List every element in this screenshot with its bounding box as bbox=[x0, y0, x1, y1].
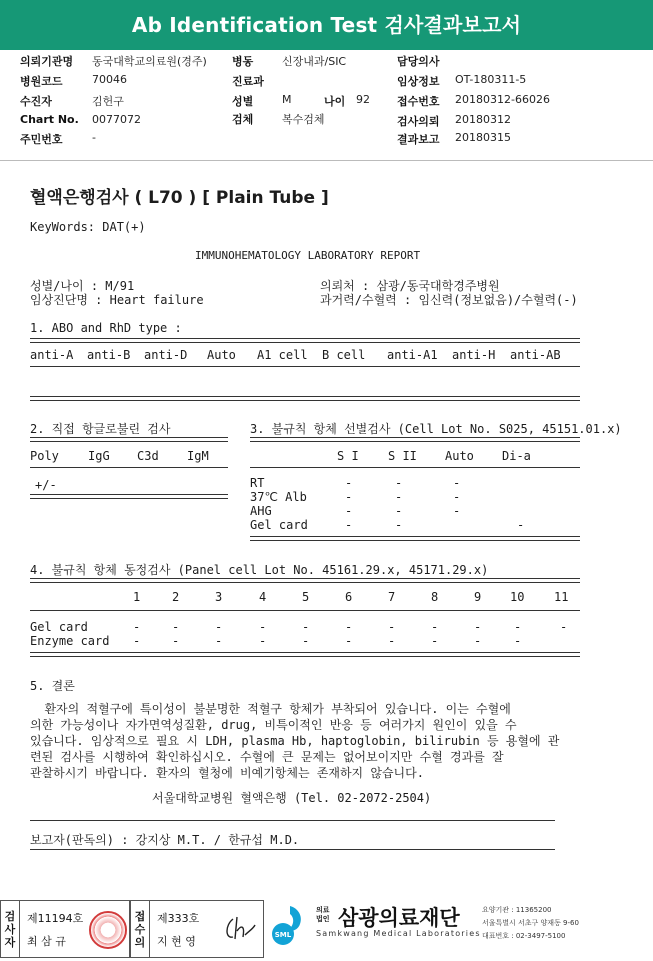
request-date-label: 검사의뢰 bbox=[397, 115, 440, 128]
reporter-line: 보고자(판독의) : 강지상 M.T. / 한규섭 M.D. bbox=[30, 833, 300, 847]
conclusion-paragraph: 환자의 적혈구에 특이성이 불분명한 적혈구 항체가 부착되어 있습니다. 이는 수혈에 의한 가능성이나 자가면역성질환, drug, 비특이적인 반응 등 여러가지 원인이 있을 수 있습니다. 임상적으로 필요 시 LDH, plasma Hb, haptoglobin, bilirubin 등 용혈에 관 련된 검사를 시행하여 확인하십시오. 수혈에 큰 문제는 없어보이지만 수혈 경과를 잘 관찰하시기 바랍니다. 환자의 혈청에 비예기항체는 존재하지 않습니다. bbox=[30, 702, 560, 780]
org-name-en: Samkwang Medical Laboratories bbox=[316, 929, 481, 938]
panel-cell: - bbox=[133, 634, 141, 648]
panel-cell: - bbox=[215, 634, 223, 648]
contact-line: 대표번호 : 02-3497-5100 bbox=[482, 932, 566, 940]
panel-cell: - bbox=[259, 620, 267, 634]
contact-line: 서울특별시 서초구 양재동 9-60 bbox=[482, 919, 579, 927]
age-value: 92 bbox=[356, 93, 370, 106]
section1-title: 1. ABO and RhD type : bbox=[30, 321, 182, 335]
section1-underline bbox=[30, 366, 580, 367]
history-line: 과거력/수혈력 : 임신력(정보없음)/수혈력(-) bbox=[320, 293, 578, 307]
abo-col-anti-a: anti-A bbox=[30, 348, 74, 362]
hospital-code-label: 병원코드 bbox=[20, 75, 63, 88]
contact-info bbox=[482, 904, 579, 943]
panel-col: 9 bbox=[474, 590, 482, 604]
section4-rule bbox=[30, 578, 580, 583]
panel-cell: - bbox=[259, 634, 267, 648]
panel-cell: - bbox=[133, 620, 141, 634]
facility-label: 의뢰기관명 bbox=[20, 55, 74, 68]
inspector-name: 최 삼 규 bbox=[27, 935, 66, 948]
screen-cell: - bbox=[395, 518, 403, 532]
receiver-license-no: 제333호 bbox=[157, 912, 200, 925]
section3-bottom-rule bbox=[250, 536, 580, 541]
panel-cell: - bbox=[172, 634, 180, 648]
keywords: KeyWords: DAT(+) bbox=[30, 220, 146, 234]
panel-cell: - bbox=[388, 620, 396, 634]
screen-cell: - bbox=[395, 490, 403, 504]
abo-col-anti-a1: anti-A1 bbox=[387, 348, 438, 362]
inspector-label bbox=[1, 901, 20, 957]
section2-title: 2. 직접 항글로불린 검사 bbox=[30, 422, 171, 436]
clinical-info-value: OT-180311-5 bbox=[455, 73, 527, 86]
screen-col-s1: S I bbox=[337, 449, 359, 463]
receipt-no-label: 접수번호 bbox=[397, 95, 440, 108]
panel-cell: - bbox=[172, 620, 180, 634]
receiver-box bbox=[130, 900, 264, 958]
section3-title: 3. 불규칙 항체 선별검사 (Cell Lot No. S025, 45151.01.x) bbox=[250, 422, 622, 436]
panel-col: 10 bbox=[510, 590, 525, 604]
sex-value: M bbox=[282, 93, 292, 106]
section1-bottom-rule bbox=[30, 396, 580, 401]
section4-bottom-rule bbox=[30, 652, 580, 657]
report-footer bbox=[0, 898, 653, 961]
panel-col: 11 bbox=[554, 590, 569, 604]
diagnosis-line: 임상진단명 : Heart failure bbox=[30, 293, 204, 307]
lab-report-title: IMMUNOHEMATOLOGY LABORATORY REPORT bbox=[195, 249, 421, 262]
referrer-line: 의뢰처 : 삼광/동국대학경주병원 bbox=[320, 279, 500, 293]
panel-col: 2 bbox=[172, 590, 180, 604]
screen-row-name: AHG bbox=[250, 504, 272, 518]
inspector-box bbox=[0, 900, 130, 958]
screen-cell: - bbox=[345, 518, 353, 532]
contact-line: 요양기관 : 11365200 bbox=[482, 906, 552, 914]
screen-row-name: RT bbox=[250, 476, 265, 490]
section5-title: 5. 결론 bbox=[30, 679, 75, 693]
report-title: 혈액은행검사 ( L70 ) [ Plain Tube ] bbox=[30, 188, 329, 208]
label-char: 의 bbox=[134, 935, 146, 949]
signature-bottom-rule bbox=[30, 849, 555, 850]
specimen-label: 검체 bbox=[232, 113, 254, 126]
report-date-label: 결과보고 bbox=[397, 133, 440, 146]
screen-cell: - bbox=[345, 490, 353, 504]
screen-col-auto: Auto bbox=[445, 449, 474, 463]
sex-label: 성별 bbox=[232, 95, 254, 108]
panel-col: 3 bbox=[215, 590, 223, 604]
dat-col-igm: IgM bbox=[187, 449, 209, 463]
screen-cell: - bbox=[453, 504, 461, 518]
panel-col: 8 bbox=[431, 590, 439, 604]
sex-age-line: 성별/나이 : M/91 bbox=[30, 279, 135, 293]
org-name-kr: 삼광의료재단 bbox=[338, 906, 460, 930]
report-banner-title: Ab Identification Test 검사결과보고서 bbox=[0, 0, 653, 50]
dat-col-poly: Poly bbox=[30, 449, 59, 463]
signature-icon bbox=[223, 913, 257, 945]
label-char: 접 bbox=[134, 909, 146, 923]
resident-no-value: - bbox=[92, 131, 96, 144]
header-divider bbox=[0, 160, 653, 161]
inspector-license-no: 제11194호 bbox=[27, 912, 84, 925]
section1-rule bbox=[30, 338, 580, 343]
logo-text: SML bbox=[274, 931, 292, 939]
panel-cell: - bbox=[302, 634, 310, 648]
screen-cell: - bbox=[395, 504, 403, 518]
panel-cell: - bbox=[474, 620, 482, 634]
section4-underline bbox=[30, 610, 580, 611]
section3-underline bbox=[250, 467, 580, 468]
panel-cell: - bbox=[345, 620, 353, 634]
resident-no-label: 주민번호 bbox=[20, 133, 63, 146]
abo-col-a1-cell: A1 cell bbox=[257, 348, 308, 362]
label-char: 검 bbox=[4, 909, 16, 923]
panel-col: 5 bbox=[302, 590, 310, 604]
dat-poly-value: +/- bbox=[35, 478, 57, 492]
panel-cell: - bbox=[302, 620, 310, 634]
patient-label: 수진자 bbox=[20, 95, 52, 108]
section2-bottom-rule bbox=[30, 494, 228, 499]
patient-value: 김헌구 bbox=[92, 95, 124, 108]
logo-prefix-line: 의료 bbox=[316, 906, 330, 914]
blood-bank-line: 서울대학교병원 혈액은행 (Tel. 02-2072-2504) bbox=[152, 791, 432, 805]
sml-logo-icon bbox=[270, 904, 304, 946]
panel-cell: - bbox=[514, 634, 522, 648]
logo-prefix-line: 법인 bbox=[316, 915, 330, 923]
abo-col-auto: Auto bbox=[207, 348, 236, 362]
panel-cell: - bbox=[514, 620, 522, 634]
specimen-value: 복수검체 bbox=[282, 113, 325, 126]
section3-rule bbox=[250, 437, 580, 442]
abo-col-anti-ab: anti-AB bbox=[510, 348, 561, 362]
panel-cell: - bbox=[215, 620, 223, 634]
screen-cell: - bbox=[395, 476, 403, 490]
panel-cell: - bbox=[560, 620, 568, 634]
receipt-no-value: 20180312-66026 bbox=[455, 93, 550, 106]
section2-underline bbox=[30, 467, 228, 468]
abo-col-b-cell: B cell bbox=[322, 348, 366, 362]
abo-col-anti-b: anti-B bbox=[87, 348, 131, 362]
label-char: 수 bbox=[134, 922, 146, 936]
panel-cell: - bbox=[431, 620, 439, 634]
screen-row-name: Gel card bbox=[250, 518, 308, 532]
screen-cell: - bbox=[345, 504, 353, 518]
panel-cell: - bbox=[345, 634, 353, 648]
panel-cell: - bbox=[474, 634, 482, 648]
chart-no-value: 0077072 bbox=[92, 113, 141, 126]
label-char: 자 bbox=[4, 935, 16, 949]
seal-stamp-icon bbox=[89, 911, 127, 949]
section2-rule bbox=[30, 437, 228, 442]
age-label: 나이 bbox=[324, 95, 346, 108]
chart-no-label: Chart No. bbox=[20, 113, 79, 126]
logo-prefix bbox=[316, 906, 334, 924]
signature-top-rule bbox=[30, 820, 555, 821]
receiver-name: 지 현 영 bbox=[157, 935, 196, 948]
clinical-info-label: 임상정보 bbox=[397, 75, 440, 88]
screen-col-s2: S II bbox=[388, 449, 417, 463]
abo-col-anti-h: anti-H bbox=[452, 348, 496, 362]
ward-label: 병동 bbox=[232, 55, 254, 68]
doctor-label: 담당의사 bbox=[397, 55, 440, 68]
screen-col-dia: Di-a bbox=[502, 449, 531, 463]
panel-row-name: Enzyme card bbox=[30, 634, 110, 648]
screen-row-name: 37℃ Alb bbox=[250, 490, 307, 504]
department-label: 진료과 bbox=[232, 75, 264, 88]
screen-cell: - bbox=[453, 476, 461, 490]
panel-cell: - bbox=[388, 634, 396, 648]
panel-cell: - bbox=[431, 634, 439, 648]
screen-cell: - bbox=[517, 518, 525, 532]
request-date-value: 20180312 bbox=[455, 113, 511, 126]
patient-info-header bbox=[0, 50, 653, 160]
panel-col: 4 bbox=[259, 590, 267, 604]
receiver-label bbox=[131, 901, 150, 957]
label-char: 사 bbox=[4, 922, 16, 936]
report-date-value: 20180315 bbox=[455, 131, 511, 144]
dat-col-c3d: C3d bbox=[137, 449, 159, 463]
facility-value: 동국대학교의료원(경주) bbox=[92, 55, 207, 68]
scanned-report bbox=[0, 165, 653, 885]
ward-value: 신장내과/SIC bbox=[282, 55, 347, 68]
screen-cell: - bbox=[345, 476, 353, 490]
hospital-code-value: 70046 bbox=[92, 73, 127, 86]
panel-col: 7 bbox=[388, 590, 396, 604]
panel-col: 1 bbox=[133, 590, 141, 604]
dat-col-igg: IgG bbox=[88, 449, 110, 463]
screen-cell: - bbox=[453, 490, 461, 504]
section4-title: 4. 불규칙 항체 동정검사 (Panel cell Lot No. 45161.29.x, 45171.29.x) bbox=[30, 563, 489, 577]
abo-col-anti-d: anti-D bbox=[144, 348, 188, 362]
panel-col: 6 bbox=[345, 590, 353, 604]
panel-row-name: Gel card bbox=[30, 620, 88, 634]
